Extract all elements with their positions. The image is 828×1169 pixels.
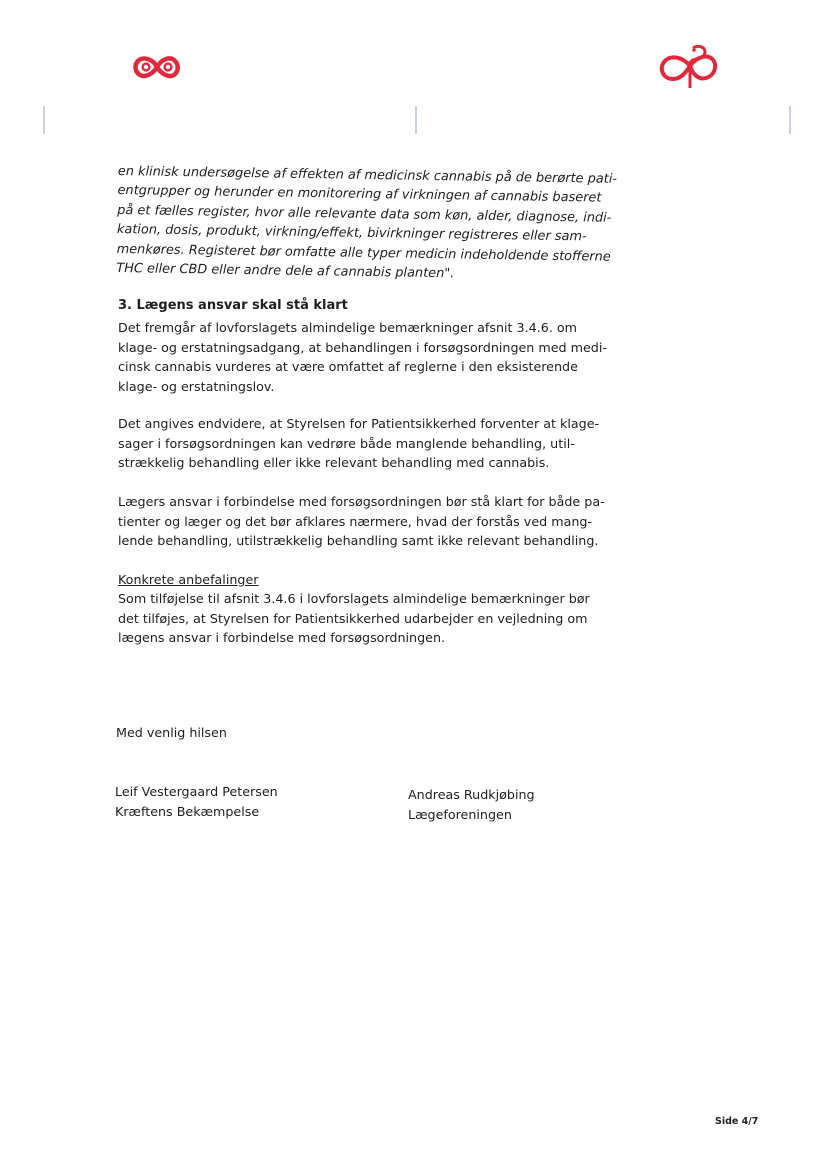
paragraph-line: klage- og erstatningslov. [118, 378, 275, 394]
recommendations-heading: Konkrete anbefalinger [118, 572, 259, 587]
paragraph-complaints [118, 318, 618, 396]
paragraph-line: tienter og læger og det bør afklares nærmere, hvad der forstås ved mang- [118, 513, 593, 529]
margin-marker [43, 106, 45, 134]
paragraph-line: Lægers ansvar i forbindelse med forsøgsordningen bør stå klart for både pa- [118, 494, 605, 509]
paragraph-line: Det fremgår af lovforslagets almindelige bemærkninger afsnit 3.4.6. om [118, 320, 578, 335]
paragraph-line: Det angives endvidere, at Styrelsen for Patientsikkerhed forventer at klage- [118, 416, 600, 431]
kraeftens-bekaempelse-logo [133, 53, 181, 81]
paragraph-responsibility [118, 492, 618, 551]
quote-line: THC eller CBD eller andre dele af cannabis planten". [116, 261, 455, 282]
margin-marker [415, 106, 417, 134]
paragraph-line: Som tilføjelse til afsnit 3.4.6 i lovforslagets almindelige bemærkninger bør [118, 591, 590, 606]
paragraph-line: cinsk cannabis vurderes at være omfattet af reglerne i den eksisterende [118, 359, 578, 375]
quote-line: menkøres. Registeret bør omfatte alle typer medicin indeholdende stofferne [116, 241, 611, 265]
paragraph-line: sager i forsøgsordningen kan vedrøre både manglende behandling, util- [118, 435, 575, 451]
closing-greeting: Med venlig hilsen [116, 725, 227, 740]
recommendations-paragraph [118, 589, 618, 648]
signatory-left [115, 782, 278, 822]
quote-block [116, 162, 618, 286]
section-heading: 3. Lægens ansvar skal stå klart [118, 298, 348, 313]
paragraph-line: det tilføjes, at Styrelsen for Patientsikkerhed udarbejder en vejledning om [118, 610, 588, 626]
quote-line: entgrupper og herunder en monitorering af virkningen af cannabis baseret [117, 183, 602, 207]
paragraph-line: strækkelig behandling eller ikke relevant behandling med cannabis. [118, 455, 550, 471]
signatory-org: Kræftens Bekæmpelse [115, 803, 260, 819]
quote-line: kation, dosis, produkt, virkning/effekt, bivirkninger registreres eller sam- [116, 222, 587, 245]
page-number: Side 4/7 [715, 1116, 759, 1127]
paragraph-line: lende behandling, utilstrækkelig behandling samt ikke relevant behandling. [118, 533, 599, 549]
margin-marker [789, 106, 791, 134]
quote-line: en klinisk undersøgelse af effekten af medicinsk cannabis på de berørte pati- [117, 163, 618, 187]
signatory-right [408, 785, 535, 825]
signatory-name: Leif Vestergaard Petersen [115, 784, 278, 799]
signatory-name: Andreas Rudkjøbing [408, 787, 535, 802]
paragraph-line: klage- og erstatningsadgang, at behandlingen i forsøgsordningen med medi- [118, 339, 607, 355]
laegeforeningen-logo [659, 44, 719, 90]
quote-line: på et fælles register, hvor alle relevante data som køn, alder, diagnose, indi- [117, 202, 612, 226]
paragraph-line: lægens ansvar i forbindelse med forsøgsordningen. [118, 630, 446, 646]
paragraph-styrelsen [118, 414, 618, 473]
signatory-org: Lægeforeningen [408, 806, 512, 822]
